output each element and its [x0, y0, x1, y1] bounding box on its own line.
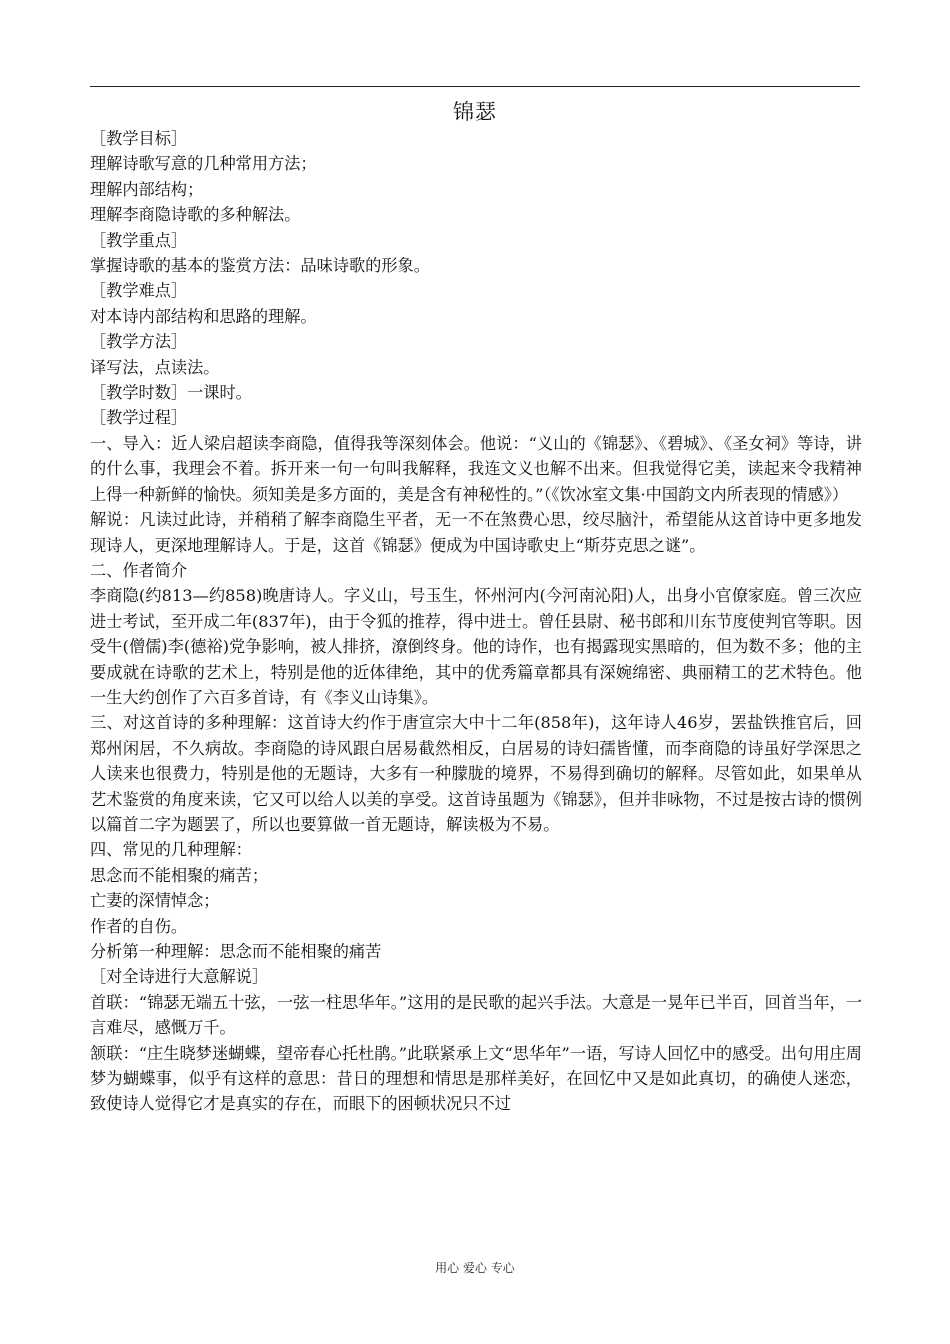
document-body: [90, 126, 862, 1117]
paragraph: 对本诗内部结构和思路的理解。: [90, 306, 317, 326]
paragraph: 解说：凡读过此诗，并稍稍了解李商隐生平者，无一不在煞费心思，绞尽脑汁，希望能从这首诗中更多地发现诗人，更深地理解诗人。于是，这首《锦瑟》便成为中国诗歌史上“斯芬克思之谜”。: [90, 510, 862, 555]
paragraph: ［教学过程］: [90, 408, 188, 428]
header-rule: [90, 86, 860, 87]
paragraph: ［教学重点］: [90, 230, 188, 250]
paragraph: ［教学方法］: [90, 332, 188, 352]
paragraph: 首联：“锦瑟无端五十弦，一弦一柱思华年。”这用的是民歌的起兴手法。大意是一晃年已半百，回首当年，一言难尽，感慨万千。: [90, 992, 862, 1038]
paragraph: 作者的自伤。: [90, 916, 188, 936]
paragraph: 思念而不能相聚的痛苦；: [90, 865, 269, 885]
paragraph: 二、作者简介: [90, 560, 188, 580]
paragraph: 四、常见的几种理解：: [90, 840, 252, 860]
paragraph: ［教学难点］: [90, 281, 188, 301]
page-footer: 用心 爱心 专心: [435, 1261, 515, 1275]
paragraph: 亡妻的深情悼念；: [90, 891, 220, 911]
paragraph: 译写法，点读法。: [90, 357, 220, 377]
document-title: 锦瑟: [453, 100, 497, 124]
paragraph: 分析第一种理解：思念而不能相聚的痛苦: [90, 942, 382, 961]
paragraph: ［教学目标］: [90, 129, 188, 148]
paragraph: 理解诗歌写意的几种常用方法；: [90, 154, 317, 174]
paragraph: ［教学时数］一课时。: [90, 383, 252, 403]
paragraph: ［对全诗进行大意解说］: [90, 967, 269, 987]
paragraph: 一、导入：近人梁启超读李商隐，值得我等深刻体会。他说：“义山的《锦瑟》、《碧城》、《圣女祠》等诗，讲的什么事，我理会不着。拆开来一句一句叫我解释，我连文义也解不出来。但我觉得它美，读起来令我精神上得一种新鲜的愉快。须知美是多方面的，美是含有神秘性的。”（《饮冰室文集·中国韵文内所表现的情感》）: [90, 433, 862, 504]
paragraph: 李商隐(约813—约858)晚唐诗人。字义山，号玉生，怀州河内(今河南沁阳)人，出身小官僚家庭。曾三次应进士考试，至开成二年(837年)，由于令狐的推荐，得中进士。曾任县尉、秘书郎和川东节度使判官等职。因受牛(僧儒)李(德裕)党争影响，被人排挤，潦倒终身。他的诗作，也有揭露现实黑暗的，但为数不多；他的主要成就在诗歌的艺术上，特别是他的近体律绝，其中的优秀篇章都具有深婉绵密、典丽精工的艺术特色。他一生大约创作了六百多首诗，有《李义山诗集》。: [90, 586, 862, 707]
paragraph: 理解李商隐诗歌的多种解法。: [90, 205, 301, 225]
paragraph: 颔联：“庄生晓梦迷蝴蝶，望帝春心托杜鹃。”此联紧承上文“思华年”一语，写诗人回忆中的感受。出句用庄周梦为蝴蝶事，似乎有这样的意思：昔日的理想和情思是那样美好，在回忆中又是如此真切，的确使人迷恋，致使诗人觉得它才是真实的存在，而眼下的困顿状况只不过: [90, 1043, 862, 1114]
paragraph: 掌握诗歌的基本的鉴赏方法：品味诗歌的形象。: [90, 256, 430, 276]
paragraph: 理解内部结构；: [90, 179, 204, 199]
paragraph: 三、对这首诗的多种理解：这首诗大约作于唐宣宗大中十二年(858年)，这年诗人46岁，罢盐铁推官后，回郑州闲居，不久病故。李商隐的诗风跟白居易截然相反，白居易的诗妇孺皆懂，而李商隐的诗虽好学深思之人读来也很费力，特别是他的无题诗，大多有一种朦胧的境界，不易得到确切的解释。尽管如此，如果单从艺术鉴赏的角度来读，它又可以给人以美的享受。这首诗虽题为《锦瑟》，但并非咏物，不过是按古诗的惯例以篇首二字为题罢了，所以也要算做一首无题诗，解读极为不易。: [90, 713, 862, 834]
